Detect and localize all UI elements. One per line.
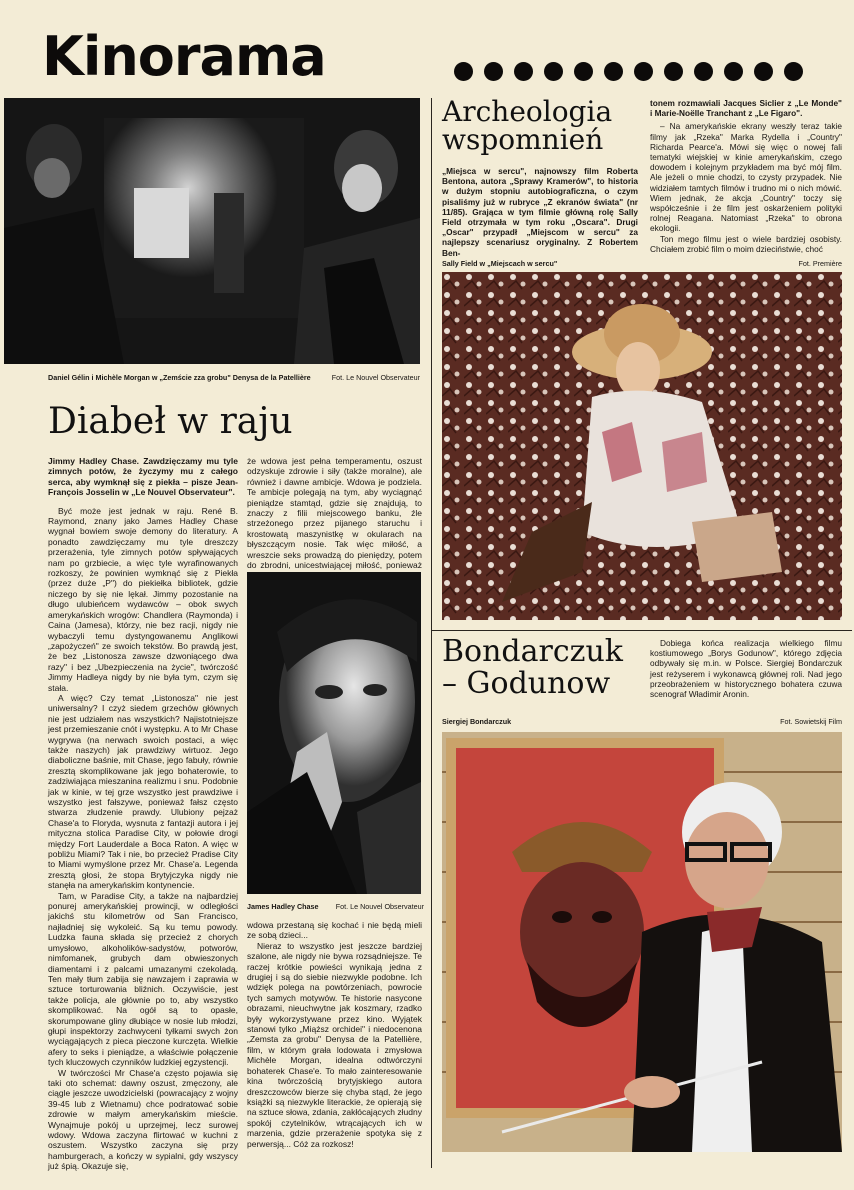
masthead-title: Kinorama bbox=[42, 25, 326, 88]
film-still-credit: Fot. Le Nouvel Observateur bbox=[331, 373, 420, 382]
diabel-paragraph: że wdowa jest pełna temperamentu, oszust odzyskuje zdrowie i siły (także moralne), ale również i dawne ambicje. Wdowa je podziela. Te ambicje polegają na tym, aby wyciągnąć pieniądze stamtąd, gdzie się znajdują, to znaczy z filii miejscowego banku, źle strzeżonego przez pijanego staruchu i krostowatą maszynistkę w okularach na błyszczącym nosie. Tak więc miłość, a wreszcie seks prowadzą do pieniędzy, potem do zbrodni, unicestwiającej miłość, ponieważ bbox=[247, 456, 422, 571]
dot-icon bbox=[454, 62, 473, 81]
dot-icon bbox=[724, 62, 743, 81]
film-still-caption: Daniel Gélin i Michèle Morgan w „Zemście zza grobu" Denysa de la Patellière bbox=[48, 373, 311, 382]
diabel-paragraph: wdowa przestaną się kochać i nie będą mieli ze sobą dzieci... bbox=[247, 920, 422, 941]
diabel-headline: Diabeł w raju bbox=[48, 401, 293, 442]
diabel-paragraph: W twórczości Mr Chase'a często pojawia się taki oto schemat: dawny oszust, zmęczony, ale ciągle jeszcze uwodzicielski (powracający z wojny 39-45 lub z Wietnamu) chce podratować sobie zdrowie w małym amerykańskim mieście. Wynajmuje pokój u uprzejmej, lecz surowej wdowy. Wdowa zaczyna flirtować w kuchni z oszustem. Wszystko zaczyna się przy hamburgerach, a kończy w sypialni, gdy wszyscy już śpią. Okazuje się, bbox=[48, 1067, 238, 1172]
diabel-lead: Jimmy Hadley Chase. Zawdzięczamy mu tyle zimnych potów, że życzymy mu z całego serca, aby wymknął się z piekła – pisze Jean-François Josselin w „Le Nouvel Observateur". bbox=[48, 456, 238, 498]
diabel-column-2-bottom bbox=[247, 920, 422, 1148]
bondarczuk-photo bbox=[442, 732, 842, 1152]
dot-icon bbox=[544, 62, 563, 81]
bondarczuk-headline-line1: Bondarczuk bbox=[442, 634, 623, 669]
archeologia-headline-line1: Archeologia bbox=[442, 95, 613, 128]
diabel-paragraph: Nieraz to wszystko jest jeszcze bardziej szalone, ale nigdy nie bywa rozsądniejsze. Te raczej krótkie powieści wynikają jedna z drugiej i są do siebie niezwykle podobne. Ich wdzięk polega na powtórzeniach, powrocie tych samych motywów. Te historie nasycone obrazami, nieuchwytne jak koszmary, rzadko były wykorzystywane przez kino. Wyjątek stanowi tylko „Miąższ orchidei" i niedocenona „Zemsta za grobu" Denysa de la Patellière, film, w którym grała lodowata i zmysłowa Michèle Morgan, idealna odtwórczyni bohaterek Chase'e. To mało zainteresowanie kina twórczością brytyjskiego autora dreszczowców bierze się chyba stąd, że jego książki są niezwykle literackie, że opierają się na sztuce słowa, zdania, zakłócających złudny spokój czytelników, wtrącających ich w marzenia, gdzie przerażenie spotyka się z perwersją... Cóż za rozkosz! bbox=[247, 940, 422, 1149]
chase-credit: Fot. Le Nouvel Observateur bbox=[335, 902, 424, 911]
bondarczuk-headline-line2: – Godunow bbox=[442, 666, 611, 701]
archeologia-lead: „Miejsca w sercu", najnowszy film Roberta Bentona, autora „Sprawy Kramerów", to historia w dużym stopniu autobiograficzna, o czym pisaliśmy już w rubryce „Z ekranów świata" (nr 11/85). Grająca w tym filmie główną rolę Sally Field otrzymała w tym roku „Oscara". Drugi „Oscar" przypadł „Miejscom w sercu" za najlepszy scenariusz oryginalny. Z Robertem Ben- bbox=[442, 166, 638, 258]
dot-icon bbox=[514, 62, 533, 81]
dot-icon bbox=[574, 62, 593, 81]
bondarczuk-text: Dobiega końca realizacja wielkiego filmu kostiumowego „Borys Godunow", którego zdjęcia odbywały się m.in. w Polsce. Siergiej Bondarczuk jest reżyserem i wykonawcą głównej roli. Nad jego przeobrażeniem w historycznego bohatera czuwa scenograf Władimir Aronin. bbox=[650, 638, 842, 700]
archeologia-interviewers: tonem rozmawiali Jacques Siclier z „Le Monde" i Marie-Noëlle Tranchant z „Le Figaro". bbox=[650, 98, 842, 119]
diabel-paragraph: Być może jest jednak w raju. René B. Raymond, znany jako James Hadley Chase wygnał bowiem swoje demony do literatury. A ponadto zawdzięczamy mu tyle dreszczy przerażenia, tyle zimnych potów spływających nam po grzbiecie, a więc tyle wyrafinowanych rozkoszy, że powinien wymknąć się z Piekła (przez duże „P") do piekiełka bibliotek, gdzie niczego by się nie lękał. Jimmy pozostanie na długo ulubieńcem wydawców – obok swych amerykańskich wrogów: Chandlera (Raymonda) i Caina (Jamesa), którzy, nie bez racji, nigdy nie wybaczyli temu dystyngowanemu Anglikowi „zapożyczeń" ze swoich tekstów. Bo prawdą jest, że bez „Listonosza zawsze dzwoniącego dwa razy" i bez „Ubezpieczenia na życie", twórczość Jimmy Hadleya nigdy by nie była tym, czym się stała. bbox=[48, 505, 238, 693]
archeologia-column-right bbox=[650, 98, 842, 254]
film-still-photo bbox=[4, 98, 420, 364]
dot-icon bbox=[784, 62, 803, 81]
chase-caption: James Hadley Chase bbox=[247, 902, 319, 911]
sally-field-caption: Sally Field w „Miejscach w sercu" bbox=[442, 259, 558, 268]
archeologia-paragraph: Ton mego filmu jest o wiele bardziej osobisty. Chciałem zrobić film o moim dzieciństwie, choć bbox=[650, 233, 842, 254]
diabel-paragraph: A więc? Czy temat „Listonosza" nie jest uniwersalny? I czyż siedem grzechów głównych nie jest udziałem nas wszystkich? Najistotniejsze jest przemieszanie cnót i występku. A to Mr Chase wygrywa (na nerwach swoich postaci, a więc także naszych) jak prawdziwy wirtuoz. Jego diaboliczne baśnie, mit Chase, jego fabuły, równie zresztą skomplikowane jak jego bohaterowie, to zadziwiająca mieszanina realizmu i snu. Podobnie jak w kinie, w tej grze wszystko jest prawdziwe i wszystko jest fałszywe, ponieważ fałsz często stwarza złudzenie prawdy. Ulubiony pejzaż Chase'a to Floryda, wysnuta z fantazji autora i jej mityczna stolica Paradise City, w połowie drogi między Fort Lauderdale a Boca Raton. A więc w pobliżu Miami? Tak i nie, bo przecież Pradise City to Miami wymyślone przez Mr. Chase'a. Legenda zresztą głosi, że stopa Brytyjczyka nigdy nie stanęła na amerykańskim kontynencie. bbox=[48, 692, 238, 891]
dot-icon bbox=[604, 62, 623, 81]
chase-portrait-photo bbox=[247, 572, 421, 894]
archeologia-headline-line2: wspomnień bbox=[442, 123, 604, 156]
masthead bbox=[42, 26, 854, 88]
archeologia-paragraph: – Na amerykańskie ekrany weszły teraz takie filmy jak „Rzeka" Marka Rydella i „Country" Richarda Pearce'a. Mówi się więc o nowej fali tematyki wiejskiej w kinie amerykańskim, czego dowodem i kolejnym przykładem ma być mój film. Ale jeżeli o mnie chodzi, to czysty przypadek. Nie widziałem tamtych filmów i trudno mi o nich mówić. Wiem jednak, że akcja „Country" toczy się współcześnie i że film jest oskarżeniem polityki rolnej Reagana. Natomiast „Rzeka" to obrona ekologii. bbox=[650, 121, 842, 234]
dot-icon bbox=[634, 62, 653, 81]
diabel-paragraph: Tam, w Paradise City, a także na najbardziej ponurej amerykańskiej prowincji, w odległości jakichś stu kilometrów od San Francisco, najładniej się wykoleić. Są ku temu powody. Ludzka fauna składa się przecież z chorych umysłowo, alkoholików-sadystów, potworów, nimfomanek, grubych dam obwieszonych diamentami i z palcami umazanymi czekoladą. Ten mały tłum zabija się nawzajem i zaprawia w sztuce torturowania bliźnich. Oczywiście, jest także policja, ale głównie po to, aby wszystko skomplikować. Na ogół są to opasłe, skorumpowane gliny dłubiące w nosie lub młodzi, głupi inspektorzy zachwyceni tyłkami swych żon wyciągających z pieca pieczone kurczęta. Wielkie afery to seks i pieniądze, a właściwie połączenie tych kluczowych czynników ludzkiej egzystencji. bbox=[48, 890, 238, 1068]
dot-icon bbox=[754, 62, 773, 81]
diabel-column-1 bbox=[48, 456, 238, 1172]
dot-icon bbox=[484, 62, 503, 81]
sally-field-credit: Fot. Première bbox=[798, 259, 842, 268]
sally-field-photo bbox=[442, 272, 842, 620]
bondarczuk-caption: Siergiej Bondarczuk bbox=[442, 717, 512, 726]
bondarczuk-credit: Fot. Sowietskij Film bbox=[780, 717, 842, 726]
column-divider bbox=[431, 98, 432, 1168]
masthead-dots bbox=[454, 62, 854, 82]
diabel-column-2-top bbox=[247, 456, 422, 571]
dot-icon bbox=[694, 62, 713, 81]
section-divider bbox=[432, 630, 852, 631]
dot-icon bbox=[664, 62, 683, 81]
